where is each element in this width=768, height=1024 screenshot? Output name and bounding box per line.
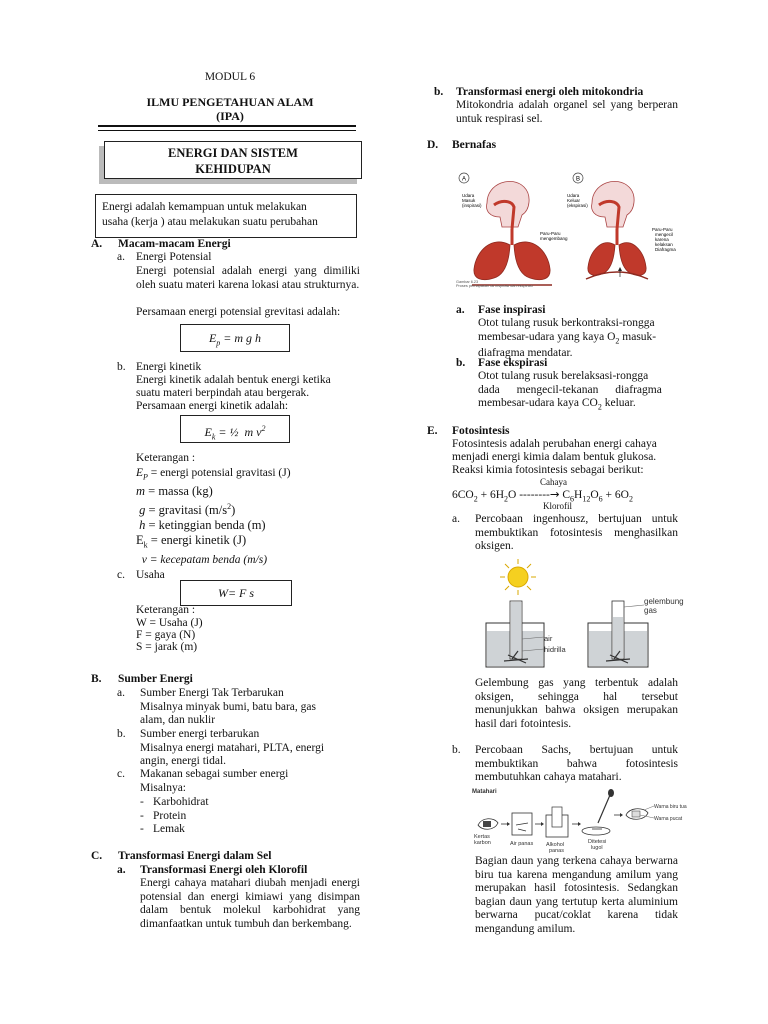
sectionA-b-title: Energi kinetik bbox=[136, 361, 202, 373]
paru-mengecil-5: Diafragma bbox=[655, 247, 676, 252]
paru-mengecil-4: kelaksan bbox=[655, 242, 673, 247]
paru-mengecil-3: karena bbox=[655, 237, 669, 242]
sectionE-b-letter: b. bbox=[452, 744, 461, 756]
usaha-keterangan-title: Keterangan : bbox=[136, 604, 196, 616]
paru-mengecil-1: Paru-Paru bbox=[652, 227, 673, 232]
reaction-equation: $6CO_2 + 6H_2O$ --------→ $C_6H_{12}O_6 + 6O_2$ bbox=[452, 487, 633, 504]
title-rule-2 bbox=[98, 130, 356, 131]
sectionA-a-title: Energi Potensial bbox=[136, 251, 212, 263]
sectionB-c-letter: c. bbox=[117, 768, 125, 780]
ket-ek: $E_k$ = energi kinetik (J) bbox=[136, 533, 247, 550]
sun-icon bbox=[500, 559, 536, 595]
definition-line1: Energi adalah kemampuan untuk melakukan bbox=[102, 201, 307, 213]
sachs-result: Bagian daun yang terkena cahaya berwarna biru tua karena mengandung amilum yang merupakan hasil fotosintesis. Sedangkan bagian daun yang tertutup kerta aluminium berwarna pucat/coklat karena tidak mengandung amilum. bbox=[475, 855, 678, 935]
paru-mengembang-1: Paru-Paru bbox=[540, 231, 561, 236]
paru-mengembang-2: mengembang bbox=[540, 236, 568, 241]
sectionA-b-persamaan: Persamaan energi kinetik adalah: bbox=[136, 400, 289, 412]
label-air-panas: Air panas bbox=[510, 841, 534, 847]
sectionB-c-line1: Misalnya: bbox=[140, 782, 186, 794]
sectionB-title: Sumber Energi bbox=[118, 673, 193, 685]
sectionB-b-letter: b. bbox=[117, 728, 126, 740]
sectionD-b-letter: b. bbox=[456, 357, 466, 369]
sectionE-a-text: Percobaan ingenhousz, bertujuan untuk membuktikan fotosintesis menghasilkan oksigen. bbox=[475, 513, 678, 553]
sectionC-b-letter: b. bbox=[434, 86, 444, 98]
tube-water-2 bbox=[613, 617, 623, 658]
arrow-4-head bbox=[620, 813, 623, 817]
sectionD-title: Bernafas bbox=[452, 139, 497, 151]
head-a bbox=[487, 181, 530, 227]
sectionC-a-title: Transformasi Energi oleh Klorofil bbox=[140, 864, 308, 876]
ingenhousz-figure bbox=[478, 555, 683, 673]
arrow-2-head bbox=[541, 822, 544, 826]
definition-line2: usaha (kerja ) atau melakukan suatu perubahan bbox=[102, 215, 318, 228]
sectionC-a-letter: a. bbox=[117, 864, 126, 876]
sectionB-letter: B. bbox=[91, 673, 102, 685]
ket-h: h = ketinggian benda (m) bbox=[139, 518, 266, 533]
sectionA-a-text: Energi potensial adalah energi yang dimiliki oleh suatu materi karena lokasi atau strukturnya. bbox=[136, 265, 360, 291]
right-lung-b bbox=[619, 243, 646, 276]
ekspirasi-line1: Otot tulang rusuk berelaksasi-rongga bbox=[478, 370, 649, 382]
inspirasi-line3: diafragma mendatar. bbox=[478, 347, 573, 360]
petri-dish bbox=[582, 827, 610, 835]
figure-caption-1: Gambar 6.23 bbox=[456, 280, 479, 284]
keterangan-title: Keterangan : bbox=[136, 452, 196, 464]
food-item: - Protein bbox=[140, 809, 187, 822]
ket-g: g = gravitasi $(m/s^2)$ bbox=[139, 502, 236, 518]
sectionA-b-text1: Energi kinetik adalah bentuk energi ketika bbox=[136, 374, 331, 386]
sectionB-b-line2: angin, energi tidal. bbox=[140, 755, 227, 767]
inspirasi-line1: Otot tulang rusuk berkontraksi-rongga bbox=[478, 317, 655, 329]
dropper-icon bbox=[598, 795, 610, 823]
usaha-ket-f: F = gaya (N) bbox=[136, 629, 196, 641]
sectionD-a-title: Fase inspirasi bbox=[478, 304, 546, 316]
sectionD-a-letter: a. bbox=[456, 304, 465, 316]
reaction-cahaya: Cahaya bbox=[540, 477, 567, 487]
label-gas: gas bbox=[644, 606, 657, 615]
sectionB-a-title: Sumber Energi Tak Terbarukan bbox=[140, 687, 284, 699]
page-title-line1: ILMU PENGETAHUAN ALAM bbox=[146, 95, 314, 109]
sectionE-letter: E. bbox=[427, 425, 438, 437]
modul-label: MODUL 6 bbox=[204, 71, 256, 83]
leader-gelembung bbox=[624, 605, 644, 607]
sectionA-c-title: Usaha bbox=[136, 569, 165, 581]
sectionE-text2: menjadi energi kimia dalam bentuk glukosa. bbox=[452, 451, 657, 463]
label-air: air bbox=[544, 634, 553, 643]
sectionC-b-text: Mitokondria adalah organel sel yang berperan untuk respirasi sel. bbox=[456, 99, 678, 125]
panel-b-label: B bbox=[575, 176, 581, 183]
formula-potential-box: $E_p = m$ g h bbox=[180, 324, 290, 352]
label-kertas: Kertas bbox=[474, 834, 490, 840]
formula-kinetic-box: $E_k$ = ½ m $v^2$ bbox=[180, 415, 290, 443]
sectionA-b-letter: b. bbox=[117, 361, 126, 373]
usaha-keterangan-list bbox=[136, 617, 203, 653]
sectionA-b-text2: suatu materi berpindah atau bergerak. bbox=[136, 387, 310, 399]
breathing-figure bbox=[452, 165, 680, 290]
keterangan-list bbox=[136, 466, 291, 568]
ket-v: v = kecepatam benda (m/s) bbox=[136, 553, 268, 566]
food-item: - Lemak bbox=[140, 823, 185, 836]
label-biru-tua: Warna biru tua bbox=[654, 804, 687, 810]
head-b bbox=[592, 181, 635, 227]
arrow-3-head bbox=[578, 822, 581, 826]
udara-masuk-2: Masuk bbox=[462, 198, 476, 203]
sectionA-a-letter: a. bbox=[117, 251, 125, 263]
sectionD-a-text bbox=[478, 317, 678, 361]
reaction-klorofil: Klorofil bbox=[543, 501, 572, 511]
sectionC-title: Transformasi Energi dalam Sel bbox=[118, 850, 272, 862]
label-karbon: karbon bbox=[474, 840, 491, 846]
udara-masuk-3: (inspirasi) bbox=[462, 203, 482, 208]
chapter-title-line1: ENERGI DAN SISTEM bbox=[168, 146, 298, 160]
page-title-line2: (IPA) bbox=[216, 109, 244, 123]
paru-mengecil-2: mengecil bbox=[655, 232, 674, 237]
ket-ep: $E_P$ = energi potensial gravitasi (J) bbox=[136, 467, 291, 482]
sectionE-title: Fotosintesis bbox=[452, 425, 510, 437]
panel-a-label: A bbox=[461, 176, 467, 183]
sectionB-a-line1: Misalnya minyak bumi, batu bara, gas bbox=[140, 701, 316, 713]
sectionA-c-letter: c. bbox=[117, 569, 125, 581]
sectionC-a-text: Energi cahaya matahari diubah menjadi energi potensial dan energi kimiawi yang disimpan dalam bentuk molekul karbohidrat yang dimanfaatkan untuk tumbuh dan berkembang. bbox=[140, 877, 360, 930]
udara-keluar-1: Udara bbox=[567, 193, 580, 198]
alkohol-inner-tube bbox=[552, 807, 562, 827]
sectionB-b-title: Sumber energi terbarukan bbox=[140, 728, 260, 740]
sectionE-a-letter: a. bbox=[452, 513, 460, 525]
sectionE-b-text: Percobaan Sachs, bertujuan untuk membuktikan bahwa fotosintesis membutuhkan cahaya matahari. bbox=[475, 744, 678, 784]
title-rule-1 bbox=[98, 125, 356, 127]
leader-biru-tua bbox=[644, 806, 654, 810]
sectionD-letter: D. bbox=[427, 139, 439, 151]
arrow-1-head bbox=[507, 822, 510, 826]
sectionB-b-line1: Misalnya energi matahari, PLTA, energi bbox=[140, 742, 325, 754]
sectionD-b-text bbox=[478, 370, 678, 414]
pale-patch bbox=[632, 811, 640, 817]
figure-caption-2: Proses pernapasan ral inspirasi dan ekspirasi bbox=[456, 284, 533, 288]
food-list bbox=[140, 796, 209, 837]
sectionE-text1: Fotosintesis adalah perubahan energi cahaya bbox=[452, 438, 657, 450]
label-pucat: Warna pucat bbox=[654, 816, 683, 822]
ekspirasi-line2: dada mengecil-tekanan diafragma bbox=[478, 383, 662, 396]
chapter-box bbox=[104, 141, 362, 179]
dropper-bulb bbox=[608, 789, 614, 797]
sectionD-b-title: Fase ekspirasi bbox=[478, 357, 548, 369]
label-gelembung: gelembung bbox=[644, 597, 684, 606]
left-lung-a bbox=[474, 242, 510, 280]
sectionA-a-persamaan: Persamaan energi potensial grevitasi adalah: bbox=[136, 306, 341, 318]
usaha-ket-w: W = Usaha (J) bbox=[136, 617, 203, 629]
sectionC-b-title: Transformasi energi oleh mitokondria bbox=[456, 86, 644, 98]
sectionB-a-line2: alam, dan nuklir bbox=[140, 714, 216, 726]
tube-water-1 bbox=[511, 602, 521, 658]
usaha-ket-s: S = jarak (m) bbox=[136, 641, 198, 653]
sectionB-c-title: Makanan sebagai sumber energi bbox=[140, 768, 289, 780]
udara-keluar-2: Keluar bbox=[567, 198, 581, 203]
udara-masuk-1: Udara bbox=[462, 193, 475, 198]
label-alkohol: Alkohol bbox=[546, 842, 565, 848]
label-matahari: Matahari bbox=[472, 789, 497, 795]
label-lugol: lugol bbox=[591, 845, 603, 851]
sectionA-title: Macam-macam Energi bbox=[118, 238, 231, 250]
right-lung-a bbox=[514, 242, 550, 280]
sectionB-a-letter: a. bbox=[117, 687, 125, 699]
label-panas: panas bbox=[549, 848, 564, 854]
inspirasi-line2: membesar-udara yang kaya $O_2$ masuk- bbox=[478, 330, 657, 345]
sectionA-letter: A. bbox=[91, 238, 103, 250]
food-item: - Karbohidrat bbox=[140, 796, 209, 808]
label-ditetesi: Ditetesi bbox=[588, 839, 607, 845]
sachs-figure bbox=[468, 785, 687, 854]
ket-m: m = massa (kg) bbox=[136, 484, 213, 499]
definition-box bbox=[95, 194, 357, 238]
arrow-up-icon bbox=[618, 267, 622, 271]
formula-usaha-box bbox=[180, 580, 292, 606]
ingenhousz-result: Gelembung gas yang terbentuk adalah oksigen, sehingga hal tersebut menunjukkan bahwa oksigen merupakan hasil dari fotointesis. bbox=[475, 677, 678, 730]
formula-usaha: W= F s bbox=[217, 586, 255, 600]
sectionE-text3: Reaksi kimia fotosintesis sebagai berikut: bbox=[452, 464, 644, 476]
sectionC-letter: C. bbox=[91, 850, 103, 862]
chapter-title-line2: KEHIDUPAN bbox=[195, 162, 271, 176]
ekspirasi-line3: membesar-udara kaya $CO_2$ keluar. bbox=[478, 397, 636, 412]
left-lung-b bbox=[588, 243, 615, 276]
carbon-paper-patch bbox=[483, 821, 491, 827]
label-hidrilla: hidrilla bbox=[544, 645, 566, 654]
udara-keluar-3: (ekspirasi) bbox=[567, 203, 588, 208]
